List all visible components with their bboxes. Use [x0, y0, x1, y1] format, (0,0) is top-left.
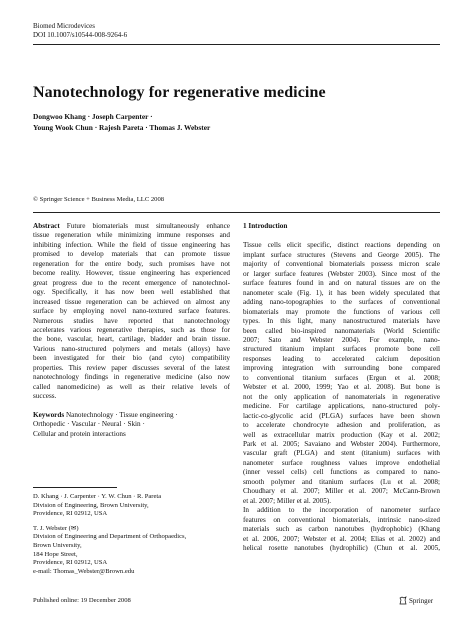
introduction-line: materials such as carbon nanotubes (hydrophobic) (Khang: [243, 525, 440, 534]
introduction-line: helical rosette nanotubes (hydrophilic) (Chun et al. 2005,: [243, 543, 440, 552]
affiliation-line: 184 Hope Street,: [33, 550, 78, 558]
introduction-line: vascular graft (PLGA) and stent (titanium) surfaces with: [243, 449, 440, 458]
introduction-line: been called bio-inspired nanomaterials (World Scientific: [243, 326, 440, 335]
doi: DOI 10.1007/s10544-008-9264-6: [33, 31, 128, 39]
introduction-line: biomaterials may promote the functions of various cell: [243, 307, 440, 316]
abstract-line: promised to develop materials that can promote tissue: [33, 250, 230, 259]
introduction-line: Choudhary et al. 2007; Miller et al. 2007; McCann-Brown: [243, 487, 440, 496]
abstract-line: the bone, vascular, heart, cartilage, bladder and brain tissue.: [33, 335, 230, 344]
introduction-line: In addition to the incorporation of nanometer surface: [243, 506, 440, 515]
introduction-line: to conventional titanium surfaces (Ergun et al. 2008;: [243, 373, 440, 382]
abstract-line: Various nano-structured polymers and metals (alloys) have: [33, 344, 230, 353]
abstract: [33, 222, 230, 402]
introduction-line: adding nano-topographies to the surfaces of conventional: [243, 298, 440, 307]
left-column: [33, 222, 230, 439]
abstract-line: Abstract Future biomaterials must simultaneously enhance: [33, 222, 230, 230]
introduction-line: Park et al. 2005; Savaiano and Webster 2004). Furthermore,: [243, 439, 440, 448]
introduction-line: implant surface structures (Stevens and George 2005). The: [243, 250, 440, 259]
introduction-line: nanometer scale (Fig. 1), it has been widely speculated that: [243, 288, 440, 297]
introduction-line: majority of conventional biomaterials possess micron scale: [243, 260, 440, 269]
abstract-line: success.: [33, 392, 57, 401]
abstract-line: ogy. Specifically, it has now been well established that: [33, 288, 230, 297]
abstract-line: great progress due to the recent emergence of nanotechnol-: [33, 278, 230, 287]
introduction-line: features on conventional biomaterials, intrinsic nano-sized: [243, 515, 440, 524]
introduction-line: nanometer surface roughness values improve endothelial: [243, 458, 440, 467]
introduction-line: medicine. For cartilage applications, nano-structured poly-: [243, 402, 440, 411]
introduction-line: improving integration with surrounding bone compared: [243, 364, 440, 373]
abstract-label: Abstract: [33, 222, 60, 230]
publisher-name: Springer: [409, 597, 434, 605]
authors-line-2: Young Wook Chun · Rajesh Pareta · Thomas J. Webster: [33, 123, 211, 132]
affiliation-line: Division of Engineering, Brown University,: [33, 501, 149, 509]
right-column: [243, 222, 440, 553]
published-online: Published online: 19 December 2008: [33, 597, 131, 604]
affiliation-line: Providence, RI 02912, USA: [33, 510, 108, 518]
introduction-line: or larger surface features (Webster 2003). Since most of the: [243, 269, 440, 278]
affiliation-line: Brown University,: [33, 541, 82, 549]
section-heading: 1 Introduction: [243, 222, 288, 230]
introduction-line: well as extracellular matrix production (Kay et al. 2002;: [243, 430, 440, 439]
introduction-line: not the only application of nanomaterials in regenerative: [243, 392, 440, 401]
introduction-line: responses leading to accelerated calcium deposition: [243, 354, 440, 363]
introduction-line: to accelerate chondrocyte adhesion and proliferation, as: [243, 421, 440, 430]
copyright-rule: [33, 212, 440, 213]
affiliations: [33, 487, 230, 576]
springer-horse-icon: [399, 596, 407, 605]
affiliation-block-1: [33, 493, 230, 519]
publisher-logo: [399, 596, 433, 605]
authors-line-1: Dongwoo Khang · Joseph Carpenter ·: [33, 112, 153, 121]
introduction-line: Webster et al. 2000, 1999; Yao et al. 2008). But bone is: [243, 383, 440, 392]
introduction-line: et al. 2007; Miller et al. 2005).: [243, 496, 332, 505]
abstract-line: properties. This review paper discusses several of the latest: [33, 363, 230, 372]
affiliation-line: Providence, RI 02912, USA: [33, 559, 108, 567]
journal-name: Biomed Microdevices: [33, 22, 96, 30]
abstract-line: been investigated for their bio (and cyto) compatibility: [33, 354, 230, 363]
header-rule: [33, 44, 440, 45]
keywords: [33, 411, 230, 439]
abstract-line: inhibiting infection. While the field of tissue engineering has: [33, 240, 230, 249]
abstract-line: called nanomedicine) as well as their relative levels of: [33, 382, 230, 391]
introduction-line: (inner vessel cells) cell functions as compared to nano-: [243, 468, 440, 477]
author-list: [33, 111, 210, 133]
introduction-line: surface features found in and on natural tissues are on the: [243, 279, 440, 288]
abstract-line: tissue regeneration while minimizing immune responses and: [33, 231, 230, 240]
running-header: [33, 22, 127, 40]
introduction-body: [243, 241, 440, 553]
abstract-line: surface by employing novel nano-textured surface features.: [33, 307, 230, 316]
keywords-label: Keywords: [33, 410, 65, 419]
abstract-line: become reality. However, tissue engineering has experienced: [33, 269, 230, 278]
keywords-line: Cellular and protein interactions: [33, 429, 126, 438]
keywords-line: Keywords Nanotechnology · Tissue engineering ·: [33, 410, 178, 419]
abstract-line: regeneration for the entire body, such promises have not: [33, 259, 230, 268]
introduction-line: smooth polymer and titanium surfaces (Lu et al. 2008;: [243, 477, 440, 486]
introduction-line: 2007; Sato and Webster 2004). For example, nano-: [243, 335, 440, 344]
introduction-line: structured titanium implant surfaces promote bone cell: [243, 345, 440, 354]
introduction-line: et al. 2006, 2007; Webster et al. 2004; Elias et al. 2002) and: [243, 534, 440, 543]
abstract-line: nanotechnology findings in regenerative medicine (also now: [33, 373, 230, 382]
abstract-line: Numerous studies have reported that nanotechnology: [33, 316, 230, 325]
introduction-line: lactic-co-glycolic acid (PLGA) surfaces have been shown: [243, 411, 440, 420]
affiliation-line: D. Khang · J. Carpenter · Y. W. Chun · R. Pareta: [33, 493, 162, 500]
introduction-line: types. In this light, many nanostructured materials have: [243, 317, 440, 326]
footnote-rule: [33, 487, 117, 488]
affiliation-line: Division of Engineering and Department of Orthopaedics,: [33, 533, 187, 541]
article-title: Nanotechnology for regenerative medicine: [33, 84, 326, 101]
abstract-line: increased tissue regeneration can be achieved on almost any: [33, 297, 230, 306]
affiliation-line: T. J. Webster (✉): [33, 524, 79, 532]
copyright-line: © Springer Science + Business Media, LLC 2008: [33, 196, 165, 203]
introduction-line: Tissue cells elicit specific, distinct reactions depending on: [243, 241, 440, 250]
affiliation-block-2: [33, 525, 230, 577]
keywords-line: Orthopedic · Vascular · Neural · Skin ·: [33, 420, 145, 429]
affiliation-line[interactable]: e-mail: Thomas_Webster@Brown.edu: [33, 567, 135, 575]
abstract-line: accelerates various regenerative therapies, such as those for: [33, 325, 230, 334]
